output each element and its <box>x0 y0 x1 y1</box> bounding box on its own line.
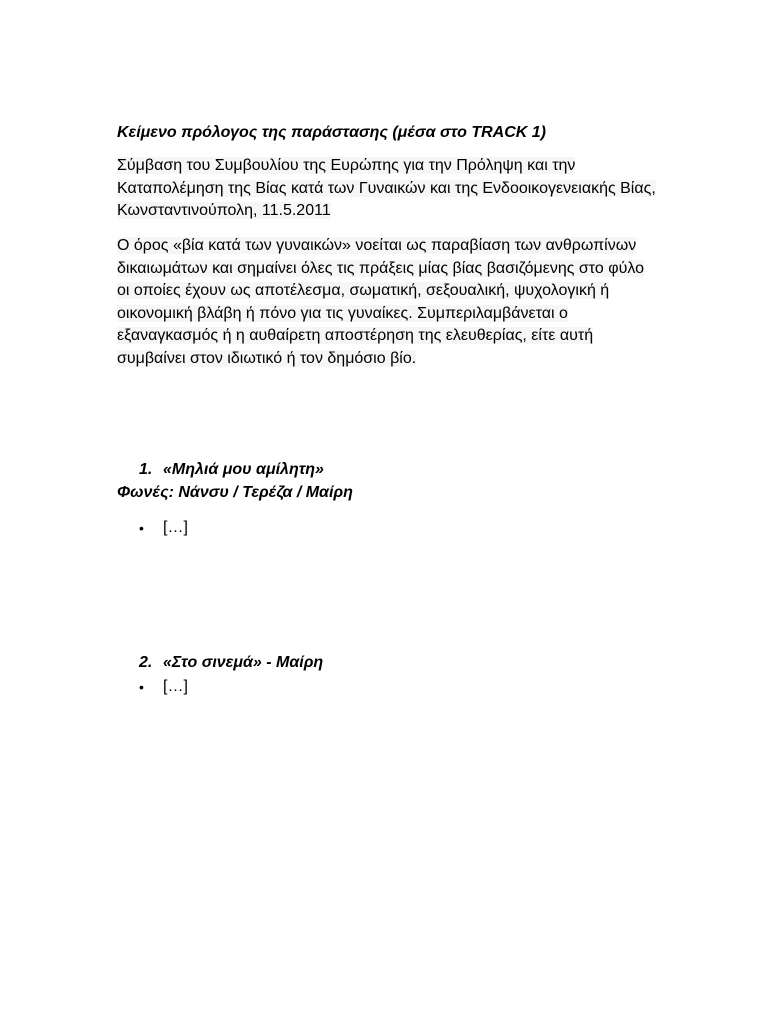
song-1-number: 1. <box>139 461 153 478</box>
document-title: Κείμενο πρόλογος της παράστασης (μέσα στο TRACK 1) <box>117 124 546 141</box>
lyric-line: […] <box>163 678 188 695</box>
song-1-lyrics <box>139 517 188 540</box>
song-2-title: «Στο σινεμά» - Μαίρη <box>163 654 324 671</box>
definition-text: Ο όρος «βία κατά των γυναικών» νοείται ως παραβίαση των ανθρωπίνων δικαιωμάτων και σημαίνει όλες τις πράξεις μίας βίας βασιζόμενης στο φύλο οι οποίες έχουν ως αποτέλεσμα, σωματική, σεξουαλική, ψυχολογική ή οικονομική βλάβη ή πόνο για τις γυναίκες. Συμπεριλαμβάνεται ο εξαναγκασμός ή η αυθαίρετη αποστέρηση της ελευθερίας, είτε αυτή συμβαίνει στον ιδιωτικό ή τον δημόσιο βίο. <box>117 237 644 367</box>
song-2-lyrics <box>139 676 188 699</box>
song-2-heading <box>139 652 323 674</box>
song-1-title: «Μηλιά μου αμίλητη» <box>163 461 324 478</box>
definition-paragraph <box>117 235 657 370</box>
lyric-line: […] <box>163 519 188 536</box>
bullet-icon: • <box>139 520 144 536</box>
convention-paragraph <box>117 155 657 223</box>
song-2-number: 2. <box>139 654 153 671</box>
convention-text: Σύμβαση του Συμβουλίου της Ευρώπης για την Πρόληψη και την Καταπολέμηση της Βίας κατά των Γυναικών και της Ενδοοικογενειακής Βίας, Κωνσταντινούπολη, 11.5.2011 <box>117 157 656 219</box>
bullet-icon: • <box>139 679 144 695</box>
song-1-voices: Φωνές: Νάνσυ / Τερέζα / Μαίρη <box>117 484 353 501</box>
song-1-heading <box>139 459 324 481</box>
